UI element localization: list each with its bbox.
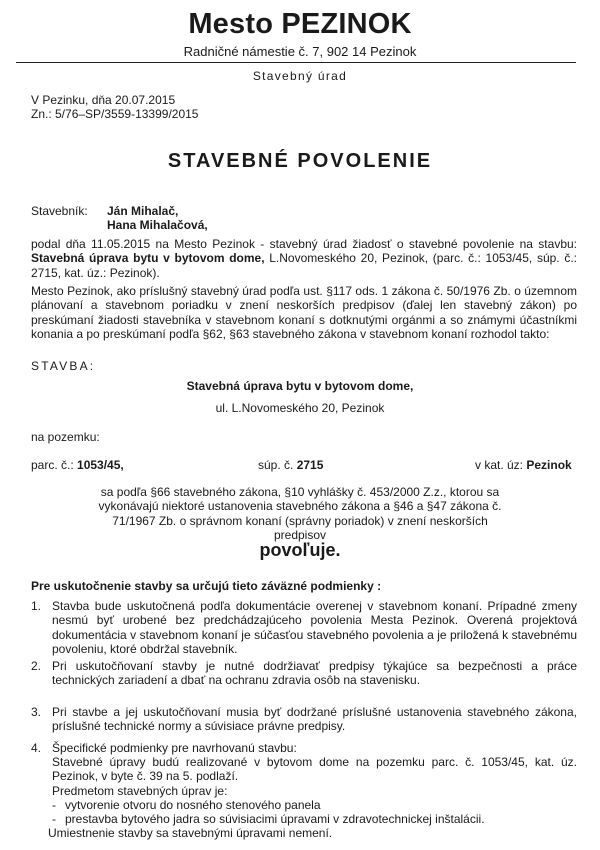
applicant-name: Hana Mihalačová, bbox=[107, 218, 208, 232]
scope-subheading: Predmetom stavebných úprav je: bbox=[52, 784, 228, 798]
scope-item: prestavba bytového jadra so súvisiacimi úpravami v zdravotechnickej inštalácii. bbox=[65, 812, 485, 826]
condition-number: 1. bbox=[31, 599, 42, 613]
scope-item: vytvorenie otvoru do nosného stenového panela bbox=[65, 798, 321, 812]
condition-text: Stavba bude uskutočnená podľa dokumentácie overenej v stavebnom konaní. Prípadné zmeny nesmú byť urobené bez predchádzajúceho povolenia Mesta Pezinok. Overená projektová dokumentácia v stavebnom konaní je súčasťou stavebného povolenia a je priložená k stavebnému povoleniu, ktoré obdržal stavebník. bbox=[52, 599, 577, 657]
applicant-name: Ján Mihalač, bbox=[107, 204, 179, 218]
supisne-number bbox=[258, 458, 323, 472]
intro-text: podal dňa 11.05.2015 na Mesto Pezinok - stavebný úrad žiadosť o stavebné povolenie na stavbu: bbox=[31, 237, 577, 251]
building-address: ul. L.Novomeského 20, Pezinok bbox=[215, 401, 385, 415]
applicant-label: Stavebník: bbox=[31, 204, 88, 218]
document-title: STAVEBNÉ POVOLENIE bbox=[167, 150, 433, 172]
building-name: Stavebná úprava bytu v bytovom dome, bbox=[186, 379, 414, 393]
intro-building-name: Stavebná úprava bytu v bytovom dome, bbox=[31, 251, 265, 266]
office-name: Stavebný úrad bbox=[252, 69, 348, 83]
land-label: na pozemku: bbox=[31, 430, 100, 444]
city-address: Radničné námestie č. 7, 902 14 Pezinok bbox=[183, 44, 417, 59]
decision-verb: povoľuje. bbox=[259, 540, 341, 560]
specific-conditions-title: Špecifické podmienky pre navrhovanú stavbu: bbox=[52, 741, 297, 755]
parcel-number bbox=[31, 458, 124, 472]
intro-paragraph bbox=[31, 237, 577, 280]
cadastre bbox=[475, 458, 572, 472]
bullet-dash: - bbox=[52, 812, 56, 826]
cadastre-value: Pezinok bbox=[526, 458, 572, 472]
legal-basis: sa podľa §66 stavebného zákona, §10 vyhlášky č. 453/2000 Z.z., ktorou sa vykonávajú niektoré ustanovenia stavebného zákona a §46 a §47 zákona č. 71/1967 Zb. o správnom konaní (správny poriadok) v znení neskorších predpisov bbox=[98, 485, 502, 543]
parcel-prefix: parc. č.: bbox=[31, 458, 78, 472]
supisne-value: 2715 bbox=[296, 458, 324, 472]
condition-number: 3. bbox=[31, 705, 42, 719]
intro-text-end: L.Novomeského 20, Pezinok, (parc. č.: 1053/45, súp. č.: 2715, kat. úz.: Pezinok). bbox=[31, 251, 577, 280]
specific-conditions-text: Stavebné úpravy budú realizované v bytovom dome na pozemku parc. č. 1053/45, kat. úz. Pezinok, v byte č. 39 na 5. podlaží. bbox=[52, 755, 577, 784]
supisne-prefix: súp. č. bbox=[258, 458, 297, 472]
date-line: V Pezinku, dňa 20.07.2015 bbox=[31, 93, 176, 107]
stavba-label: STAVBA: bbox=[31, 359, 96, 373]
conditions-heading: Pre uskutočnenie stavby sa určujú tieto záväzné podmienky : bbox=[31, 579, 382, 593]
condition-number: 2. bbox=[31, 659, 42, 673]
condition-text: Pri stavbe a jej uskutočňovaní musia byť dodržané príslušné ustanovenia stavebného zákona, príslušné technické normy a súvisiace právne predpisy. bbox=[52, 705, 577, 734]
condition-text: Pri uskutočňovaní stavby je nutné dodržiavať predpisy týkajúce sa bezpečnosti a práce technických zariadení a dbať na ochranu zdravia osôb na stavenisku. bbox=[52, 659, 577, 688]
condition-number: 4. bbox=[31, 741, 42, 755]
parcel-value: 1053/45, bbox=[77, 458, 124, 472]
bullet-dash: - bbox=[52, 798, 56, 812]
city-title: Mesto PEZINOK bbox=[188, 8, 412, 40]
cadastre-prefix: v kat. úz: bbox=[475, 458, 527, 472]
reference-number: Zn.: 5/76–SP/3559-13399/2015 bbox=[31, 107, 199, 121]
scope-closing: Umiestnenie stavby sa stavebnými úpravami nemení. bbox=[48, 826, 333, 840]
header-divider bbox=[16, 62, 576, 63]
decision-paragraph: Mesto Pezinok, ako príslušný stavebný úrad podľa ust. §117 ods. 1 zákona č. 50/1976 Zb. o územnom plánovaní a stavebnom poriadku v znení neskorších predpisov (ďalej len stavebný zákon) po preskúmaní žiadosti stavebníka v stavebnom konaní s dotknutými orgánmi a so známymi účastníkmi konania a po preskúmaní podľa §62, §63 stavebného zákona v stavebnom konaní rozhodol takto: bbox=[31, 284, 577, 342]
